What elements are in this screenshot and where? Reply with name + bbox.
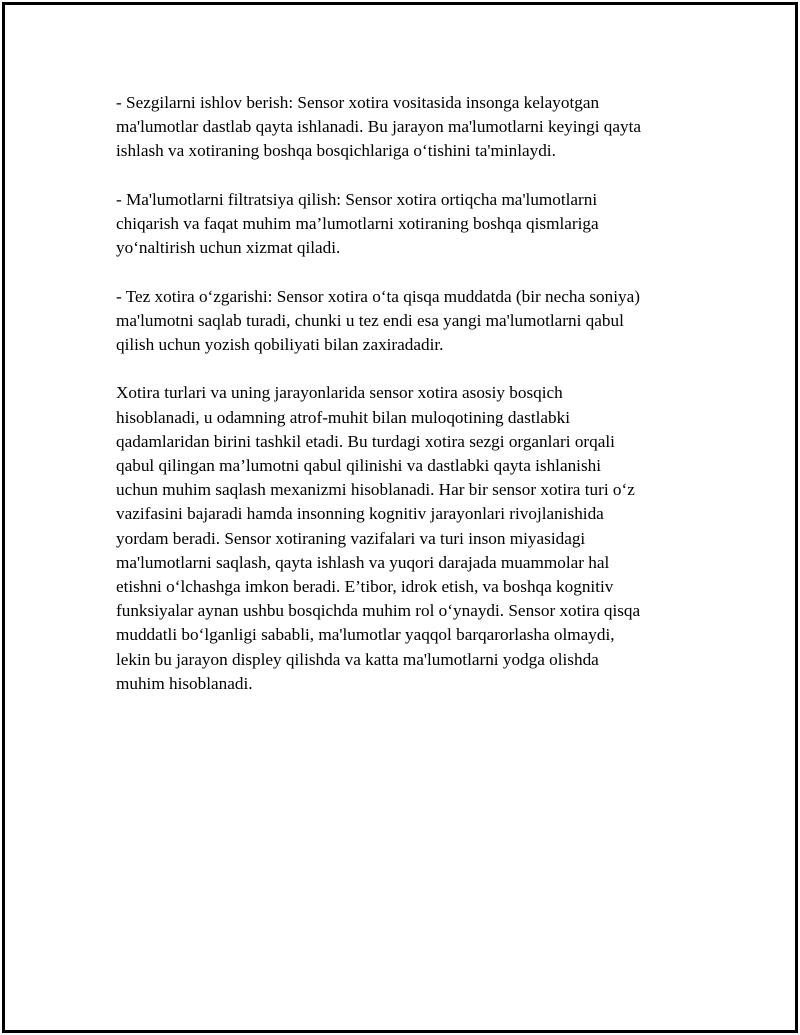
text-line: qadamlaridan birini tashkil etadi. Bu turdagi xotira sezgi organlari orqali	[116, 431, 615, 451]
text-line: - Ma'lumotlarni filtratsiya qilish: Sensor xotira ortiqcha ma'lumotlarni	[116, 189, 598, 209]
text-line: yo‘naltirish uchun xizmat qiladi.	[116, 238, 341, 258]
text-line: ishlash va xotiraning boshqa bosqichlariga o‘tishini ta'minlaydi.	[116, 141, 556, 161]
text-line: yordam beradi. Sensor xotiraning vazifalari va turi inson miyasidagi	[116, 528, 586, 548]
text-line: qabul qilingan ma’lumotni qabul qilinishi va dastlabki qayta ishlanishi	[116, 456, 602, 475]
text-line: etishni o‘lchashga imkon beradi. E’tibor, idrok etish, va boshqa kognitiv	[116, 577, 614, 597]
text-line: - Sezgilarni ishlov berish: Sensor xotira vositasida insonga kelayotgan	[116, 93, 600, 112]
text-line: hisoblanadi, u odamning atrof-muhit bilan muloqotining dastlabki	[116, 407, 570, 427]
paragraph-fast-memory-change	[116, 285, 696, 358]
text-line: vazifasini bajaradi hamda insonning kognitiv jarayonlari rivojlanishida	[116, 504, 604, 524]
text-line: Xotira turlari va uning jarayonlarida sensor xotira asosiy bosqich	[116, 383, 563, 403]
document-body	[116, 91, 696, 720]
text-line: ma'lumotlarni saqlash, qayta ishlash va yuqori darajada muammolar hal	[116, 552, 610, 572]
text-line: lekin bu jarayon displey qilishda va katta ma'lumotlarni yodga olishda	[116, 649, 599, 669]
text-line: muddatli bo‘lganligi sababli, ma'lumotlar yaqqol barqarorlasha olmaydi,	[116, 625, 615, 645]
paragraph-filtration	[116, 188, 696, 261]
paragraph-sensory-processing	[116, 91, 696, 164]
paragraph-summary	[116, 381, 696, 696]
text-line: - Tez xotira o‘zgarishi: Sensor xotira o‘ta qisqa muddatda (bir necha soniya)	[116, 286, 640, 306]
text-line: qilish uchun yozish qobiliyati bilan zaxiradadir.	[116, 335, 444, 354]
text-line: funksiyalar aynan ushbu bosqichda muhim rol o‘ynaydi. Sensor xotira qisqa	[116, 601, 641, 621]
text-line: muhim hisoblanadi.	[116, 673, 253, 693]
text-line: ma'lumotni saqlab turadi, chunki u tez endi esa yangi ma'lumotlarni qabul	[116, 310, 624, 330]
text-line: chiqarish va faqat muhim ma’lumotlarni xotiraning boshqa qismlariga	[116, 214, 599, 233]
text-line: ma'lumotlar dastlab qayta ishlanadi. Bu jarayon ma'lumotlarni keyingi qayta	[116, 117, 642, 137]
text-line: uchun muhim saqlash mexanizmi hisoblanadi. Har bir sensor xotira turi o‘z	[116, 480, 635, 500]
